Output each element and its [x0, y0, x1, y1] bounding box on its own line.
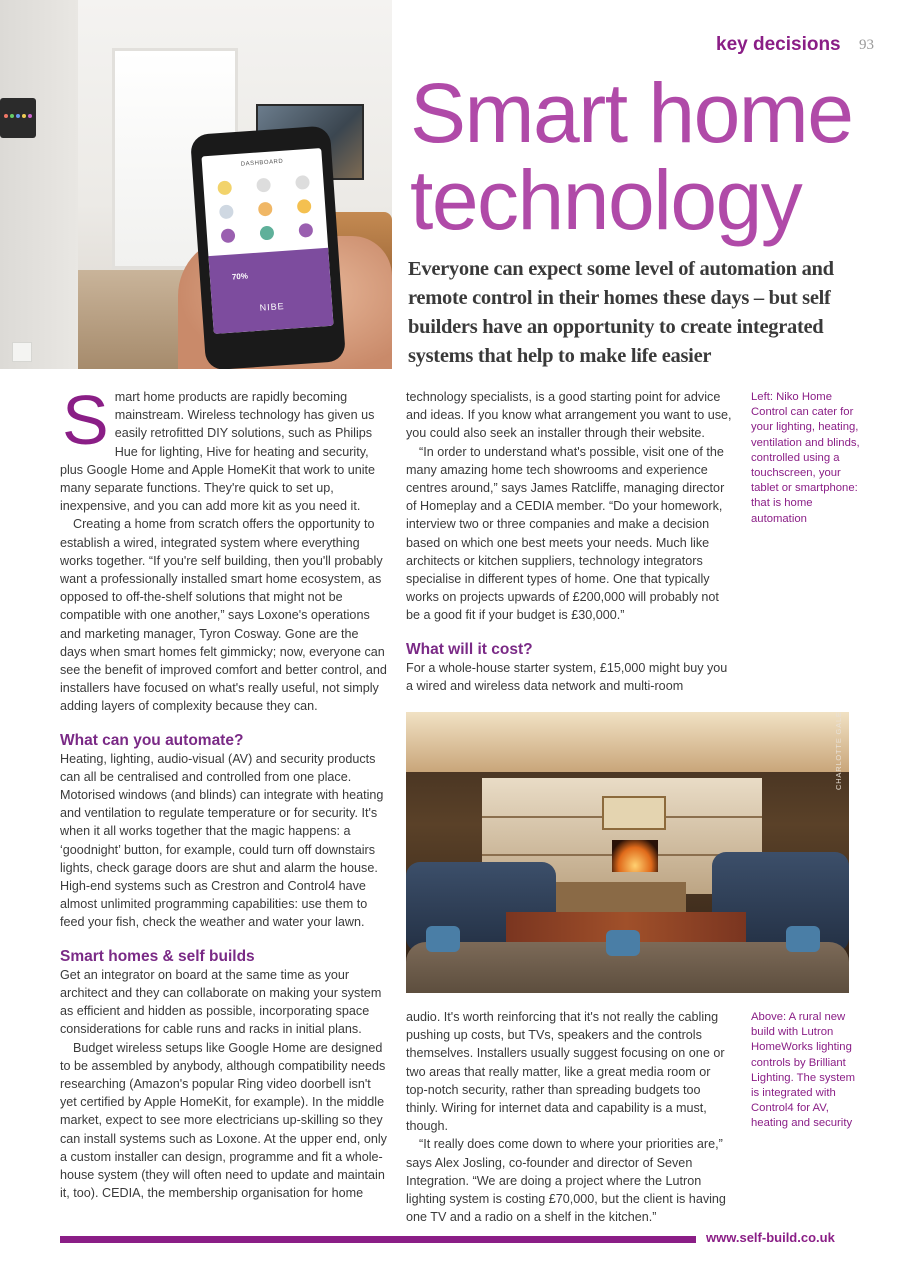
- caption-above: Above: A rural new build with Lutron HomeWorks lighting controls by Brilliant Lighting. The system is integrated with Control4 for AV, heating and security: [751, 1011, 856, 1130]
- photo-fireplace: [612, 840, 658, 872]
- photo-cushion: [606, 930, 640, 956]
- photo-artwork: [602, 796, 666, 830]
- photo-ceiling: [406, 712, 849, 772]
- standfirst: Everyone can expect some level of automation and remote control in their homes these days – but self builders have an opportunity to create integrated systems that help to make life easier: [408, 258, 834, 367]
- phone-app-icon: [295, 175, 310, 190]
- caption-left: Left: Niko Home Control can cater for your lighting, heating, ventilation and blinds, controlled using a touchscreen, your tablet or smartphone: that is home automation: [751, 391, 860, 525]
- phone-app-icon: [217, 180, 232, 195]
- photo-wall-socket: [12, 342, 32, 362]
- drop-cap: S: [62, 381, 109, 459]
- title-line-1: Smart home: [410, 66, 853, 160]
- hero-photo-smartphone: [0, 0, 392, 369]
- intro-paragraph: [60, 381, 387, 515]
- body-paragraph: “It really does come down to where your priorities are,” says Alex Josling, co-founder and director of Seven Integration. “We are doing a project where the Lutron lighting system is costing £70,000, but the client is having one TV and a radio on a shelf in the kitchen.”: [406, 1137, 726, 1225]
- body-paragraph: Budget wireless setups like Google Home are designed to be assembled by anybody, although compatibility needs researching (Amazon's popular Ring video doorbell isn't yet certified by Apple HomeKit, for example). In the middle market, expect to see more electricians up-skilling so they can install systems such as Loxone. At the upper end, only a custom installer can design, programme and fit a whole-house system (they will often need to update and maintain it, too). CEDIA, the membership organisation for home: [60, 1040, 387, 1201]
- photo-phone: [190, 125, 346, 369]
- photo-credit: [834, 711, 846, 794]
- column-2-top: [406, 388, 734, 695]
- intro-text: mart home products are rapidly becoming mainstream. Wireless technology has given us easily retrofitted DIY solutions, such as Philips Hue for lighting, Hive for heating and security, plus Google Home and Apple HomeKit that work to unite many separate functions. They're quick to set up, inexpensive, and you can add more kit as you need it.: [60, 390, 376, 514]
- phone-app-icon: [259, 226, 274, 241]
- phone-app-icon: [256, 178, 271, 193]
- living-room-photo: [406, 712, 849, 993]
- phone-app-icon: [219, 204, 234, 219]
- photo-cushion: [786, 926, 820, 952]
- body-paragraph: audio. It's worth reinforcing that it's not really the cabling pushing up costs, but TVs, speakers and the controls themselves. Installers usually suggest focusing on one or two areas that really matter, like a great media room or top-notch security, rather than spreading budgets too thinly. Wiring for internet data and capability is a must, though.: [406, 1010, 725, 1134]
- subheading-cost: What will it cost?: [406, 640, 533, 658]
- column-1: [60, 381, 387, 1202]
- subheading-self-builds: Smart homes & self builds: [60, 947, 255, 965]
- phone-app-icon: [258, 202, 273, 217]
- column-2-bottom: [406, 1008, 734, 1226]
- article-title: [410, 66, 890, 247]
- photo-touch-panel: [0, 98, 36, 138]
- phone-screen: [201, 148, 333, 334]
- phone-status-band: [208, 248, 333, 334]
- phone-app-icon: [221, 228, 236, 243]
- body-paragraph: “In order to understand what's possible, visit one of the many amazing home tech showrooms and experience centres around,” says James Ratcliffe, managing director of Homeplay and a CEDIA member. “Do your homework, interview two or three companies and make a decision based on which one best meets your needs. Much like architects or kitchen suppliers, technology integrators specialise in different types of home. One that typically works on projects upwards of £200,000 will probably not be a good fit if your budget is £30,000.”: [406, 444, 725, 623]
- footer-url[interactable]: www.self-build.co.uk: [706, 1230, 835, 1245]
- phone-brand: NIBE: [259, 300, 285, 313]
- photo-cushion: [426, 926, 460, 952]
- page-number: 93: [859, 37, 874, 53]
- footer-bar: [60, 1236, 696, 1243]
- body-paragraph: Creating a home from scratch offers the opportunity to establish a wired, integrated system where everything works together. “If you're self building, then you'll probably want a professionally installed smart home ecosystem, as opposed to off-the-shelf solutions that might not be compatible with one another,” says Loxone's operations and marketing manager, Tyron Cosway. Gone are the days when smart homes felt gimmicky; now, everyone can see the benefit of improved comfort and better control, and installers have focused on what's really useful, not simply adding layers of complexity because they can.: [60, 517, 387, 714]
- body-paragraph: For a whole-house starter system, £15,000 might buy you a wired and wireless data network and multi-room: [406, 660, 728, 693]
- body-paragraph: Heating, lighting, audio-visual (AV) and security products can all be centralised and controlled from one place. Motorised windows (and blinds) can integrate with heating and ventilation to regulate temperature or for security. It's when it all works together that the magic happens: a ‘goodnight’ button, for example, could turn off downstairs lights, check garage doors are shut and alarm the house. High-end systems such as Crestron and Control4 have almost unlimited programming capabilities: use them to feed your fish, check the weather and water your lawn.: [60, 751, 384, 930]
- subheading-automate: What can you automate?: [60, 731, 244, 749]
- title-line-2: technology: [410, 153, 802, 247]
- photo-wall: [0, 0, 78, 369]
- phone-percent: 70%: [231, 271, 249, 282]
- body-paragraph: Get an integrator on board at the same time as your architect and they can collaborate on making your system as efficient and hidden as possible, incorporating space considerations for cable runs and racks in initial plans.: [60, 967, 382, 1037]
- phone-app-icon: [297, 199, 312, 214]
- section-label: key decisions: [716, 34, 841, 55]
- phone-dashboard-label: DASHBOARD: [240, 158, 284, 168]
- photo-coffee-table: [556, 882, 686, 912]
- body-paragraph: technology specialists, is a good starting point for advice and ideas. If you know what arrangement you want to use, you could also seek an installer through their website.: [406, 390, 732, 441]
- photo-credit-text: CHARLOTTE GALE: [834, 711, 843, 790]
- phone-app-icon: [298, 223, 313, 238]
